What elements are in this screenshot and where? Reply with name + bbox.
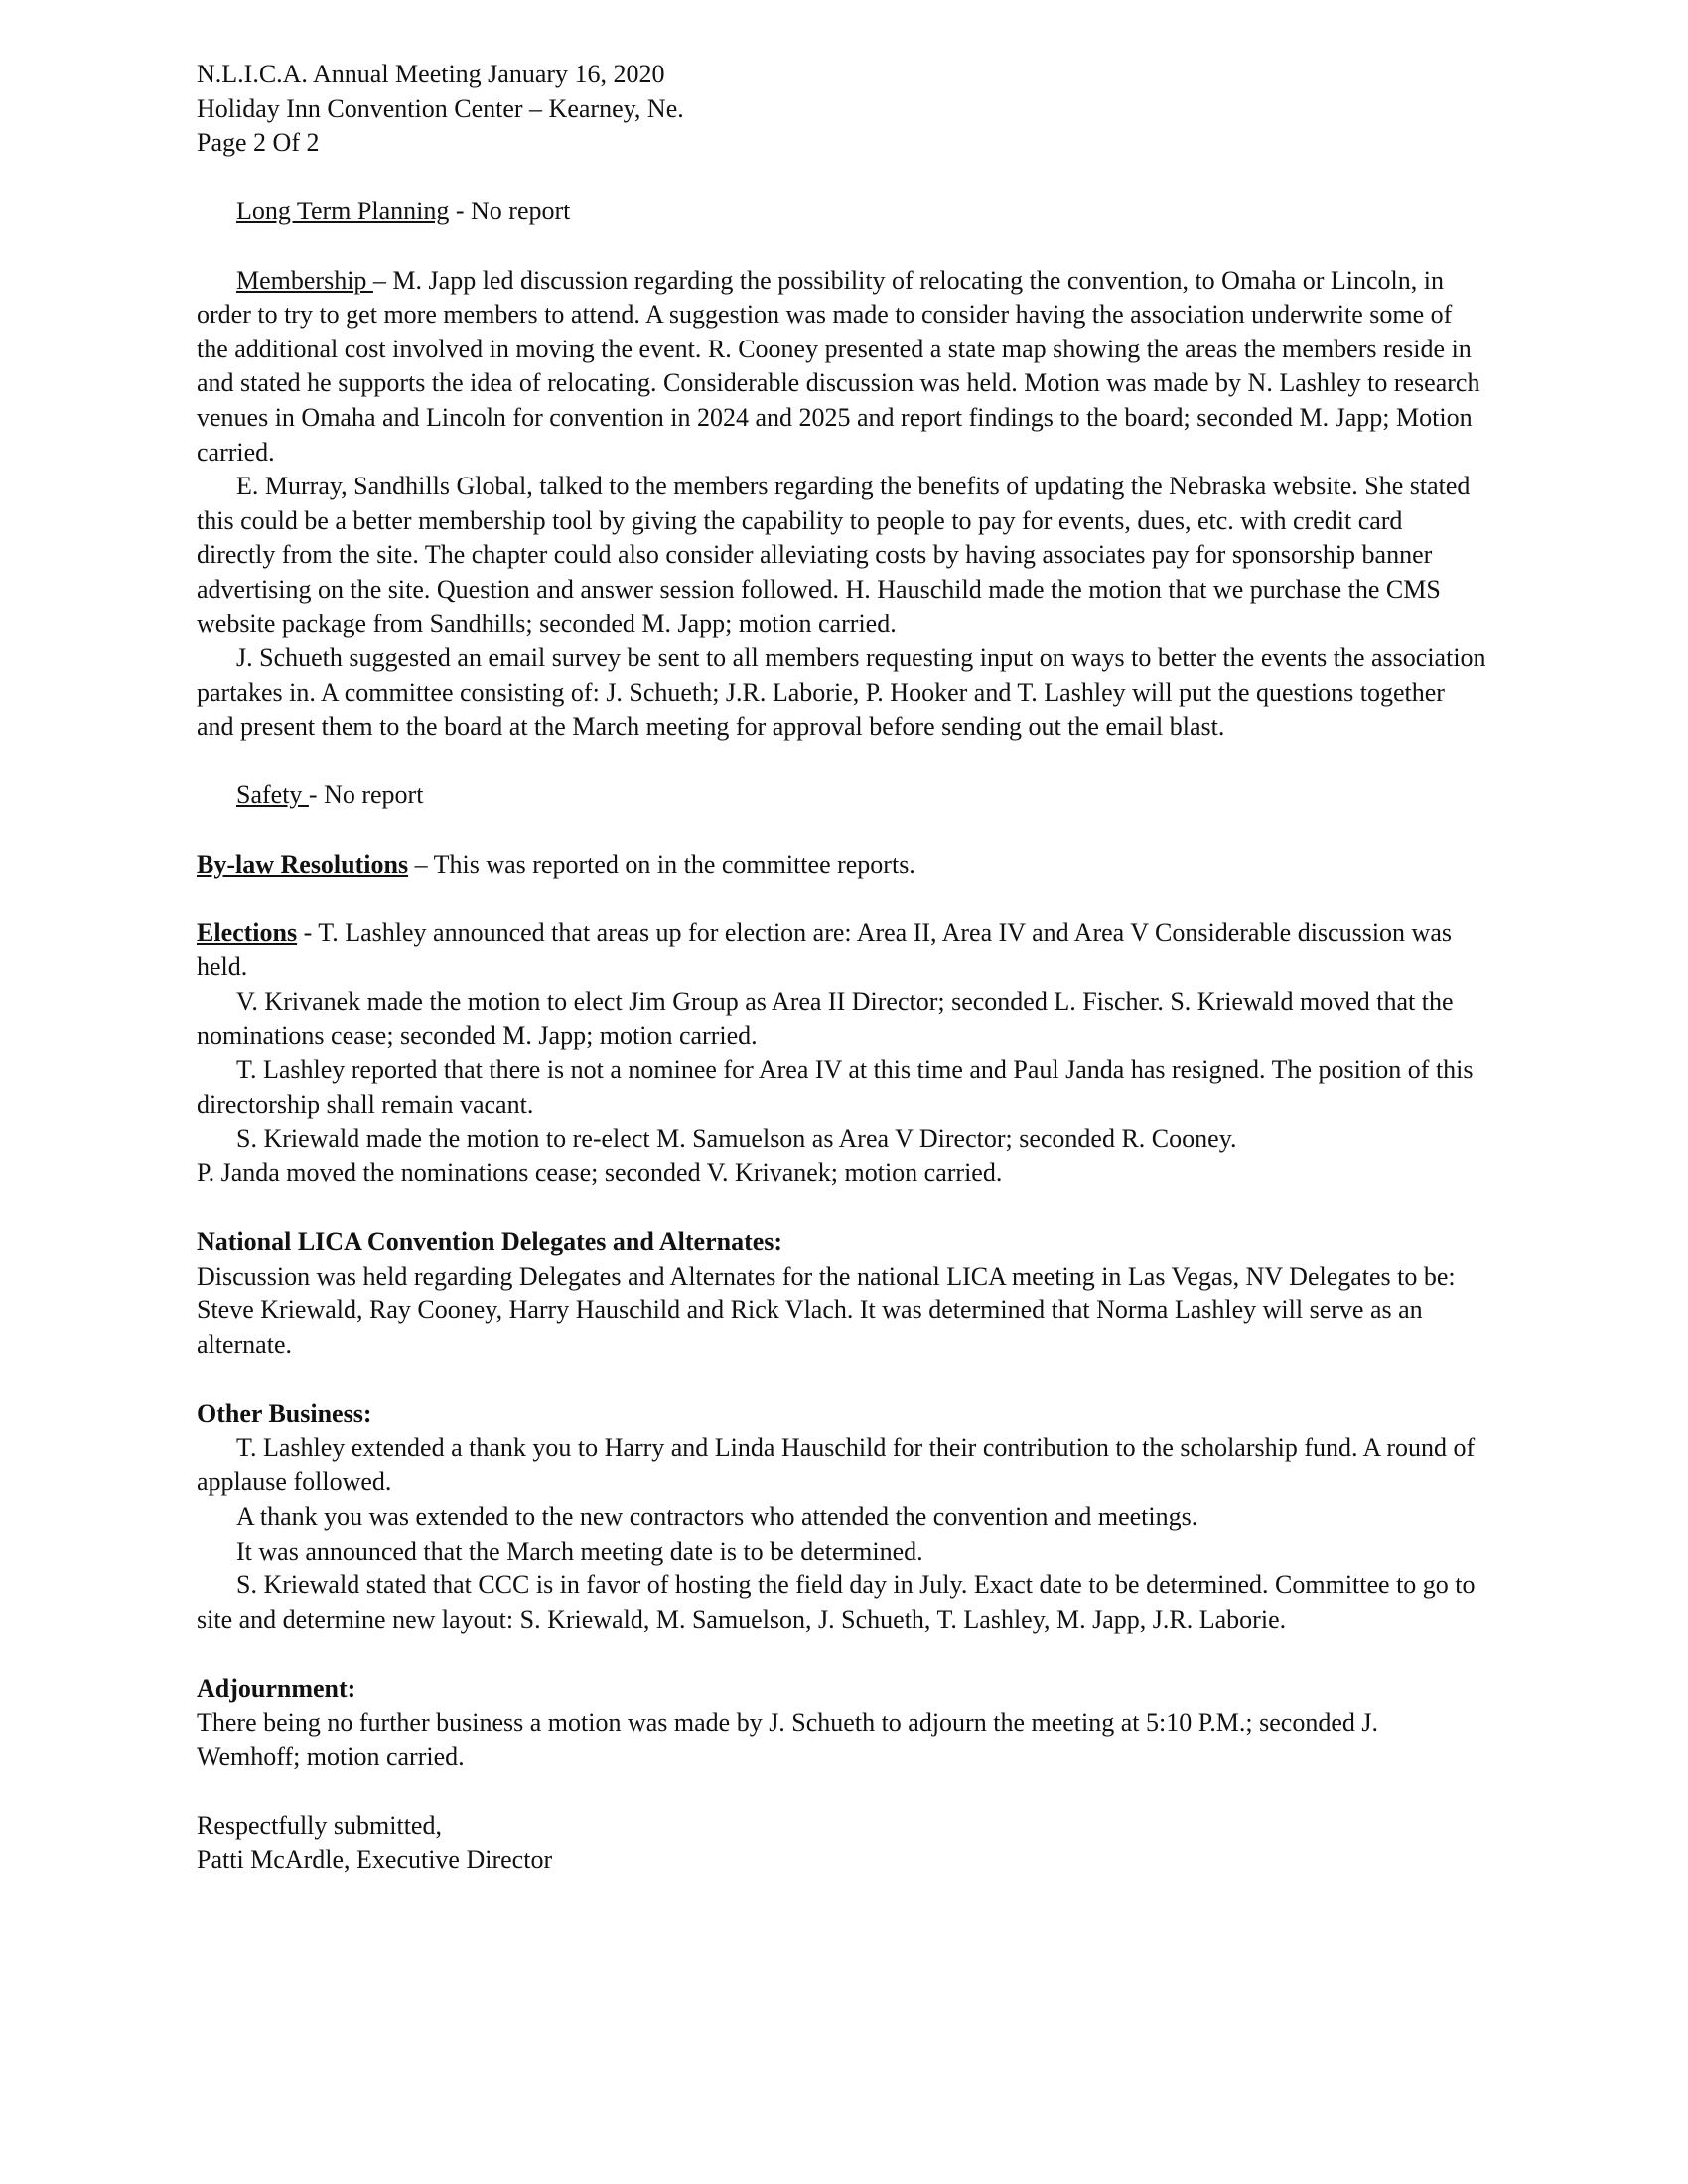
elections-paragraph-2: V. Krivanek made the motion to elect Jim Group as Area II Director; seconded L. Fischer. S. Kriewald moved that the nominations cease; seconded M. Japp; motion carried. [197,987,1454,1050]
document-header [197,58,1487,161]
bylaw-text: – This was reported on in the committee reports. [408,849,915,879]
header-page-number: Page 2 Of 2 [197,128,320,158]
long-term-planning-section [197,195,1487,229]
elections-paragraph-1: - T. Lashley announced that areas up for election are: Area II, Area IV and Area V Considerable discussion was held. [197,917,1452,982]
elections-section [197,916,1487,1191]
safety-heading: Safety [236,780,309,810]
membership-heading: Membership [236,265,373,295]
other-business-heading: Other Business: [197,1399,372,1429]
bylaw-section [197,848,1487,883]
other-business-section [197,1397,1487,1637]
signoff-closing: Respectfully submitted, [197,1811,442,1841]
document-page [197,58,1487,1877]
long-term-planning-text: - No report [449,197,571,226]
adjournment-paragraph: There being no further business a motion was made by J. Schueth to adjourn the meeting at 5:10 P.M.; seconded J. Wemhoff; motion carried. [197,1707,1378,1772]
delegates-heading: National LICA Convention Delegates and Alternates: [197,1227,783,1257]
safety-section [197,778,1487,813]
safety-text: - No report [308,780,424,810]
signoff [197,1809,1487,1877]
adjournment-heading: Adjournment: [197,1673,356,1703]
membership-paragraph-3: J. Schueth suggested an email survey be sent to all members requesting input on ways to better the events the association partakes in. A committee consisting of: J. Schueth; J.R. Laborie, P. Hooker and T. Lashley will put the questions together and present them to the board at the March meeting for approval before sending out the email blast. [197,643,1486,742]
other-business-paragraph-4: S. Kriewald stated that CCC is in favor of hosting the field day in July. Exact date to be determined. Committee to go to site and determine new layout: S. Kriewald, M. Samuelson, J. Schueth, T. Lashley, M. Japp, J.R. Laborie. [197,1570,1476,1634]
other-business-paragraph-3: It was announced that the March meeting date is to be determined. [236,1536,923,1566]
signoff-signature: Patti McArdle, Executive Director [197,1844,553,1874]
bylaw-heading: By-law Resolutions [197,849,409,879]
long-term-planning-heading: Long Term Planning [236,197,450,226]
elections-paragraph-5: P. Janda moved the nominations cease; seconded V. Krivanek; motion carried. [197,1159,1003,1187]
adjournment-section [197,1672,1487,1775]
elections-heading: Elections [197,917,298,947]
other-business-paragraph-1: T. Lashley extended a thank you to Harry and Linda Hauschild for their contribution to the scholarship fund. A round of applause followed. [197,1433,1476,1497]
elections-paragraph-4: S. Kriewald made the motion to re-elect M. Samuelson as Area V Director; seconded R. Cooney. [236,1124,1237,1154]
membership-section [197,264,1487,745]
header-meeting-title: N.L.I.C.A. Annual Meeting January 16, 2020 [197,60,665,88]
membership-paragraph-1: – M. Japp led discussion regarding the possibility of relocating the convention, to Omaha or Lincoln, in order to try to get more members to attend. A suggestion was made to consider having the association underwrite some of the additional cost involved in moving the event. R. Cooney presented a state map showing the areas the members reside in and stated he supports the idea of relocating. Considerable discussion was held. Motion was made by N. Lashley to research venues in Omaha and Lincoln for convention in 2024 and 2025 and report findings to the board; seconded M. Japp; Motion carried. [197,265,1480,467]
elections-paragraph-3: T. Lashley reported that there is not a nominee for Area IV at this time and Paul Janda has resigned. The position of this directorship shall remain vacant. [197,1055,1474,1119]
other-business-paragraph-2: A thank you was extended to the new contractors who attended the convention and meetings. [236,1501,1198,1531]
header-location: Holiday Inn Convention Center – Kearney, Ne. [197,93,684,123]
delegates-paragraph: Discussion was held regarding Delegates and Alternates for the national LICA meeting in Las Vegas, NV Delegates to be: Steve Kriewald, Ray Cooney, Harry Hauschild and Rick Vlach. It was determined that Norma Lashley will serve as an alternate. [197,1261,1456,1359]
delegates-section [197,1225,1487,1362]
membership-paragraph-2: E. Murray, Sandhills Global, talked to the members regarding the benefits of updating the Nebraska website. She stated this could be a better membership tool by giving the capability to people to pay for events, dues, etc. with credit card directly from the site. The chapter could also consider alleviating costs by having associates pay for sponsorship banner advertising on the site. Question and answer session followed. H. Hauschild made the motion that we purchase the CMS website package from Sandhills; seconded M. Japp; motion carried. [197,472,1471,638]
